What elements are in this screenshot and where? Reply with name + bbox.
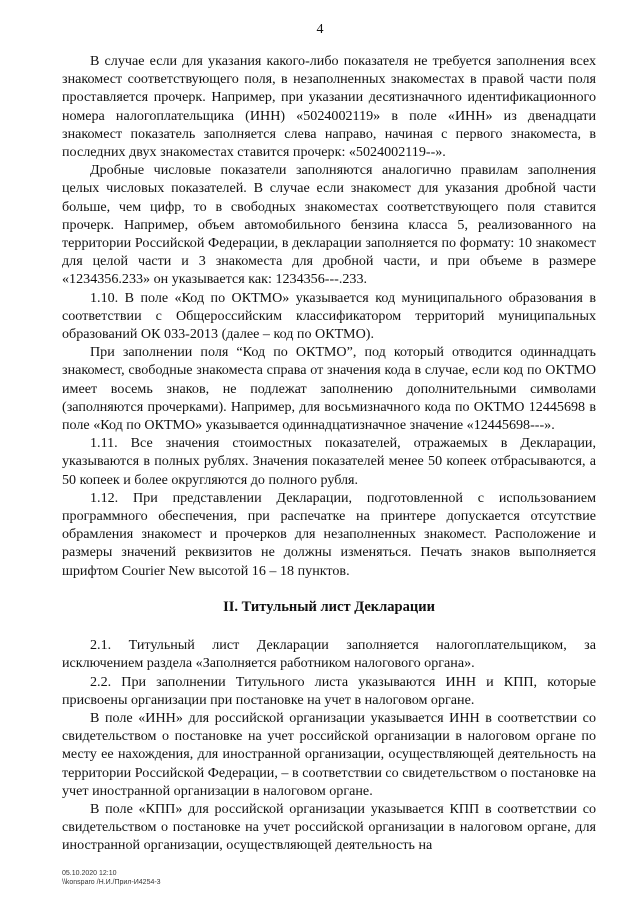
paragraph-1-12-printing: 1.12. При представлении Декларации, подготовленной с использованием программного обеспечения, при распечатке на принтере допускается отсутствие обрамления знакомест и прочерков для незаполненных знакомест. Расположение и размеры значений реквизитов не должны изменяться. Печать знаков выполняется шрифтом Courier New высотой 16 – 18 пунктов. bbox=[62, 489, 596, 579]
document-body bbox=[62, 52, 596, 855]
paragraph-kpp-field: В поле «КПП» для российской организации указывается КПП в соответствии со свидетельством о постановке на учет российской организации в налоговом органе, для иностранной организации, осуществляющей деятельность на bbox=[62, 800, 596, 854]
paragraph-2-2: 2.2. При заполнении Титульного листа указываются ИНН и КПП, которые присвоены организации при постановке на учет в налоговом органе. bbox=[62, 673, 596, 708]
paragraph-1-11-rubles: 1.11. Все значения стоимостных показателей, отражаемых в Декларации, указываются в полных рублях. Значения показателей менее 50 копеек отбрасываются, а 50 копеек и более округляются до полного рубля. bbox=[62, 435, 596, 488]
paragraph-fractional-values: Дробные числовые показатели заполняются аналогично правилам заполнения целых числовых показателей. В случае если знакомест для указания дробной части больше, чем цифр, то в свободных знакоместах соответствующего поля ставится прочерк. Например, объем автомобильного бензина класса 5, реализованного на территории Российской Федерации, в декларации заполняется по формату: 10 знакомест для целой части и 3 знакоместа для дробной части, и при объеме в размере «1234356.233» он указывается как: 1234356---.233. bbox=[62, 162, 596, 288]
footer bbox=[62, 869, 161, 887]
footer-timestamp: 05.10.2020 12:10 bbox=[62, 870, 117, 877]
paragraph-empty-fields: В случае если для указания какого-либо показателя не требуется заполнения всех знакомест соответствующего поля, в незаполненных знакоместах в правой части поля проставляется прочерк. Например, при указании десятизначного идентификационного номера налогоплательщика (ИНН) «5024002119» в поле «ИНН» из двенадцати знакомест показатель заполняется слева направо, начиная с первого знакоместа, в последних двух знакоместах ставится прочерк: «5024002119--». bbox=[62, 53, 596, 161]
footer-document-ref: \\konsparo /Н.И./Прил-И4254-3 bbox=[62, 879, 161, 886]
paragraph-1-10-oktmo: 1.10. В поле «Код по ОКТМО» указывается код муниципального образования в соответствии с Общероссийским классификатором территорий муниципальных образований ОК 033-2013 (далее – код по ОКТМО). bbox=[62, 289, 596, 343]
page-number: 4 bbox=[316, 22, 324, 37]
paragraph-2-1: 2.1. Титульный лист Декларации заполняется налогоплательщиком, за исключением раздела «Заполняется работником налогового органа». bbox=[62, 637, 596, 672]
paragraph-inn-field: В поле «ИНН» для российской организации указывается ИНН в соответствии со свидетельством о постановке на учет российской организации в налоговом органе по месту ее нахождения, для иностранной организации, осуществляющей деятельность на территории Российской Федерации, – в соответствии со свидетельством о постановке на учет иностранной организации в налоговом органе. bbox=[62, 709, 596, 799]
paragraph-oktmo-fill: При заполнении поля “Код по ОКТМО”, под который отводится одиннадцать знакомест, свободные знакоместа справа от значения кода в случае, если код по ОКТМО имеет восемь знаков, не подлежат заполнению дополнительными символами (заполняются прочерками). Например, для восьмизначного кода по ОКТМО 12445698 в поле «Код по ОКТМО» указывается одиннадцатизначное значение «12445698---». bbox=[62, 344, 596, 434]
section-heading: II. Титульный лист Декларации bbox=[223, 598, 435, 615]
